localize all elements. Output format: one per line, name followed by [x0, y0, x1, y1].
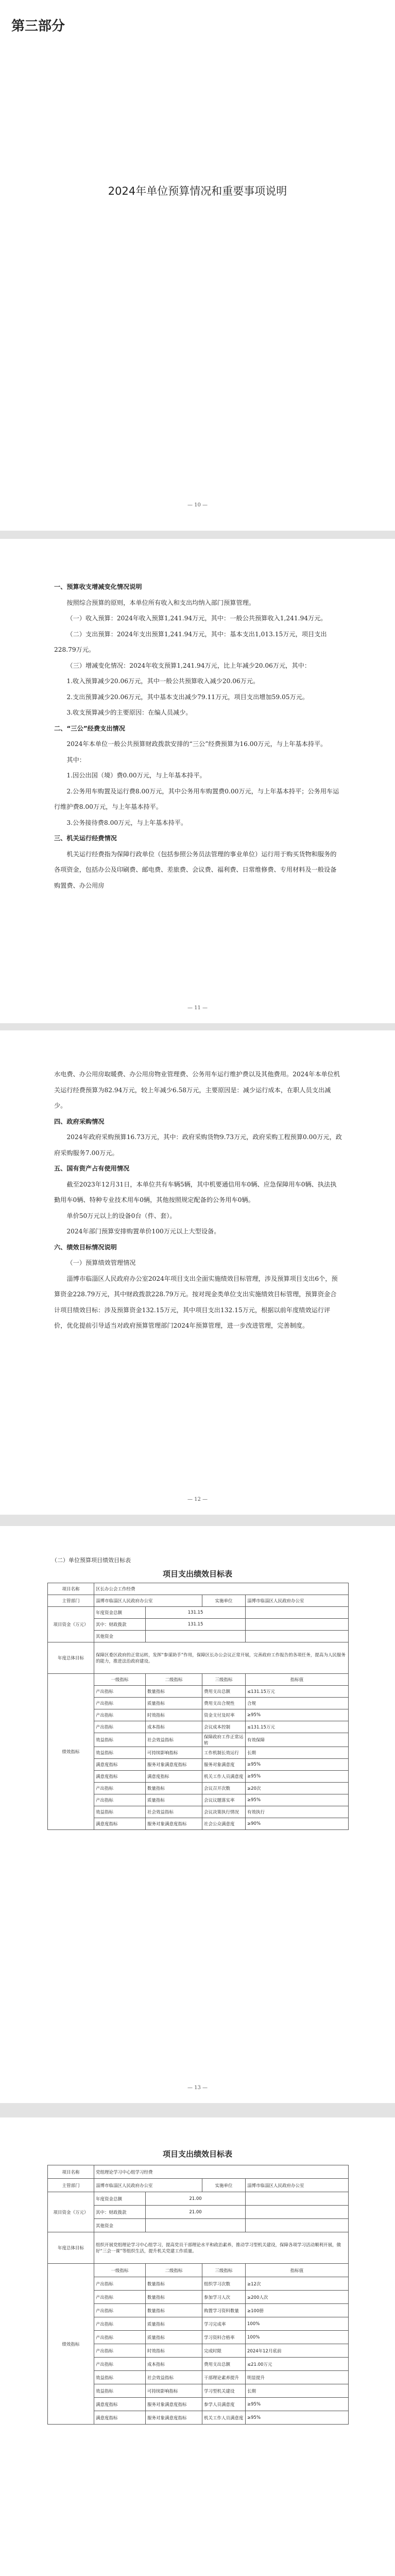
page-number: — 10 — — [187, 502, 208, 508]
level1-cell: 产出指标 — [94, 1721, 146, 1733]
section-heading: 六、绩效目标情况说明 — [54, 1243, 117, 1251]
level2-cell: 数量指标 — [146, 2304, 202, 2317]
level3-cell: 购置学习资料数量 — [202, 2304, 246, 2317]
level3-cell: 组织学习次数 — [202, 2277, 246, 2291]
body-paragraph: 3.收支预算减少的主要原因：在编人员减少。 — [66, 709, 192, 716]
level3-cell: 会议召开次数 — [202, 1783, 246, 1794]
body-paragraph: 2.公务用车购置及运行费8.00万元，其中公务用车购置费0.00万元，与上年基本持平；公务用车运行维护费8.00万元，与上年基本持平。 — [54, 787, 339, 810]
page-number: — 11 — — [187, 1005, 208, 1011]
indicator-value-cell: 明显提升 — [246, 2371, 349, 2384]
performance-table — [47, 1583, 349, 1830]
level1-cell: 产出指标 — [94, 2358, 146, 2371]
body-paragraph: 3.公务接待费8.00万元，与上年基本持平。 — [66, 819, 187, 826]
label-cell: 其中：财政拨款 — [94, 1619, 146, 1631]
body-paragraph: 截至2023年12月31日，本单位共有车辆5辆，其中机要通信用车0辆、应急保障用车0辆、执法执勤用车0辆、特种专业技术用车0辆，其他按照规定配备的公务用车0辆。 — [54, 1180, 337, 1204]
label-cell: 其他资金 — [94, 2219, 146, 2232]
empty-cell — [246, 2206, 349, 2219]
label-cell: 其他资金 — [94, 1631, 146, 1642]
body-paragraph: （三）增减变化情况：2024年收支预算1,241.94万元，比上年减少20.06万元，其中： — [66, 662, 311, 669]
level1-cell: 满意度指标 — [94, 2411, 146, 2425]
body-paragraph: 机关运行经费指为保障行政单位（包括参照公务员法管理的事业单位）运行用于购买货物和服务的各项资金，包括办公及印刷费、邮电费、差旅费、会议费、福利费、日常维修费、专用材料及一般设备购置费、办公用房 — [54, 850, 337, 889]
level3-cell: 学习资料合格率 — [202, 2331, 246, 2344]
document-title: 2024年单位预算情况和重要事项说明 — [108, 185, 287, 197]
level1-cell: 产出指标 — [94, 2317, 146, 2331]
value-cell: 131.15 — [146, 1619, 246, 1631]
header-cell: 指标值 — [246, 1674, 349, 1686]
level3-cell: 保障政府工作正常运转 — [202, 1733, 246, 1747]
project-name-cell: 区长办公会工作经费 — [94, 1583, 349, 1595]
section-heading: 五、国有资产占有使用情况 — [54, 1165, 130, 1172]
value-cell: 21.00 — [146, 2192, 246, 2206]
level1-cell: 满意度指标 — [94, 2398, 146, 2411]
level3-cell: 机关工作人员满意度 — [202, 2411, 246, 2425]
level2-cell: 社会效益指标 — [146, 1806, 202, 1818]
empty-cell — [246, 1631, 349, 1642]
header-cell: 一级指标 — [94, 2264, 146, 2277]
indicator-value-cell: 有效执行 — [246, 1806, 349, 1818]
level3-cell: 社会公众满意度 — [202, 1818, 246, 1830]
level3-cell: 资金支付及时率 — [202, 1709, 246, 1721]
level2-cell: 服务对象满意度指标 — [146, 1818, 202, 1830]
header-cell: 二级指标 — [146, 1674, 202, 1686]
label-cell: 主管部门 — [48, 1595, 94, 1607]
label-cell: 绩效指标 — [48, 2264, 94, 2425]
label-cell: 年度资金总额 — [94, 2192, 146, 2206]
level2-cell: 数量指标 — [146, 1686, 202, 1698]
level2-cell: 社会效益指标 — [146, 2371, 202, 2384]
level3-cell: 费用支出总额 — [202, 1686, 246, 1698]
label-cell: 年度总体目标 — [48, 1642, 94, 1674]
header-cell: 三级指标 — [202, 1674, 246, 1686]
level2-cell: 服务对象满意度指标 — [146, 2398, 202, 2411]
level2-cell: 质量指标 — [146, 1698, 202, 1709]
level1-cell: 满意度指标 — [94, 1771, 146, 1783]
project-name-cell: 党组理论学习中心组学习经费 — [94, 2165, 349, 2179]
indicator-value-cell: ≥95% — [246, 2398, 349, 2411]
performance-table — [47, 2165, 349, 2425]
value-cell: 21.00 — [146, 2206, 246, 2219]
level2-cell: 数量指标 — [146, 2277, 202, 2291]
level3-cell: 参加学习人次 — [202, 2291, 246, 2304]
level1-cell: 产出指标 — [94, 1709, 146, 1721]
page-performance-table-1 — [0, 1526, 395, 2103]
level1-cell: 产出指标 — [94, 2304, 146, 2317]
empty-cell — [246, 1607, 349, 1619]
indicator-value-cell: 有效保障 — [246, 1733, 349, 1747]
body-paragraph: （二）支出预算：2024年支出预算1,241.94万元，其中：基本支出1,013.15万元，项目支出228.79万元。 — [54, 630, 327, 653]
label-cell: 实施单位 — [202, 2179, 246, 2192]
level2-cell: 可持续影响指标 — [146, 1747, 202, 1759]
header-cell: 指标值 — [246, 2264, 349, 2277]
level3-cell: 学习型机关建设 — [202, 2384, 246, 2398]
indicator-value-cell: 合规 — [246, 1698, 349, 1709]
page-procurement-assets — [0, 1030, 395, 1515]
level2-cell: 数量指标 — [146, 2291, 202, 2304]
level3-cell: 会议议题落实率 — [202, 1794, 246, 1806]
page-body — [54, 1066, 342, 1334]
level3-cell: 服务对象满意度 — [202, 1759, 246, 1771]
level1-cell: 产出指标 — [94, 1686, 146, 1698]
level3-cell: 会议成本控制 — [202, 1721, 246, 1733]
level2-cell: 满意度指标 — [146, 1771, 202, 1783]
level1-cell: 满意度指标 — [94, 1759, 146, 1771]
empty-cell — [246, 2219, 349, 2232]
label-cell: 实施单位 — [202, 1595, 246, 1607]
indicator-value-cell: ≤131.15万元 — [246, 1721, 349, 1733]
body-paragraph: 单价50万元以上的设备0台（件、套）。 — [66, 1212, 176, 1219]
header-cell: 三级指标 — [202, 2264, 246, 2277]
body-paragraph: 1.收入预算减少20.06万元，其中一般公共预算收入减少20.06万元。 — [66, 677, 260, 685]
level1-cell: 产出指标 — [94, 1794, 146, 1806]
page-number: — 13 — — [187, 2085, 208, 2091]
indicator-value-cell: ≤21.00万元 — [246, 2358, 349, 2371]
body-paragraph: （一）预算绩效管理情况 — [66, 1259, 136, 1266]
value-cell — [146, 1631, 246, 1642]
indicator-value-cell: ≥90% — [246, 1818, 349, 1830]
label-cell: 项目名称 — [48, 2165, 94, 2179]
indicator-value-cell: ≥20次 — [246, 1783, 349, 1794]
empty-cell — [246, 1619, 349, 1631]
level2-cell: 成本指标 — [146, 2358, 202, 2371]
level3-cell: 工作机制长效运行 — [202, 1747, 246, 1759]
table-title: 项目支出绩效目标表 — [162, 2149, 232, 2159]
level2-cell: 成本指标 — [146, 1721, 202, 1733]
label-cell: 其中：财政拨款 — [94, 2206, 146, 2219]
page-body — [54, 579, 342, 893]
impl-cell: 淄博市临淄区人民政府办公室 — [246, 1595, 349, 1607]
label-cell: 年度总体目标 — [48, 2232, 94, 2264]
level1-cell: 效益指标 — [94, 2384, 146, 2398]
page-number: — 12 — — [187, 1497, 208, 1502]
goal-cell: 保障区委区政府的正常运转，发挥“参谋助手”作用，保障区长办公会议正常开展，完善政府工作报告的各项任务，提高为人民服务的能力，推进法治政府建设。 — [94, 1642, 349, 1674]
body-paragraph: 其中： — [66, 756, 85, 764]
level3-cell: 机关工作人员满意度 — [202, 1771, 246, 1783]
value-cell — [146, 2219, 246, 2232]
label-cell: 项目资金（万元） — [48, 1607, 94, 1642]
level2-cell: 服务对象满意度指标 — [146, 1759, 202, 1771]
table-caption: （二）单位预算项目绩效目标表 — [51, 1557, 131, 1564]
level1-cell: 产出指标 — [94, 2344, 146, 2358]
level2-cell: 社会效益指标 — [146, 1733, 202, 1747]
indicator-value-cell: 长期 — [246, 2384, 349, 2398]
level1-cell: 效益指标 — [94, 1806, 146, 1818]
label-cell: 年度资金总额 — [94, 1607, 146, 1619]
level2-cell: 质量指标 — [146, 1794, 202, 1806]
level2-cell: 质量指标 — [146, 2317, 202, 2331]
section-heading: 四、政府采购情况 — [54, 1117, 105, 1125]
level2-cell: 时效指标 — [146, 1709, 202, 1721]
section-heading: 一、预算收支增减变化情况说明 — [54, 583, 142, 590]
level1-cell: 产出指标 — [94, 2291, 146, 2304]
header-cell: 一级指标 — [94, 1674, 146, 1686]
level1-cell: 产出指标 — [94, 1698, 146, 1709]
indicator-value-cell: ≥95% — [246, 1709, 349, 1721]
level1-cell: 满意度指标 — [94, 1818, 146, 1830]
level2-cell: 质量指标 — [146, 2331, 202, 2344]
page-budget-changes — [0, 539, 395, 1023]
body-paragraph: 2024年政府采购预算16.73万元，其中：政府采购货物9.73万元，政府采购工程预算0.00万元，政府采购服务7.00万元。 — [54, 1133, 342, 1157]
indicator-value-cell: ≥95% — [246, 1794, 349, 1806]
body-paragraph: 水电费、办公用房取暖费、办公用房物业管理费、公务用车运行维护费以及其他费用。2024年本单位机关运行经费预算为82.94万元，较上年减少6.58万元，主要原因是：减少运行成本，在职人员支出减少。 — [54, 1071, 340, 1109]
indicator-value-cell: 100% — [246, 2317, 349, 2331]
label-cell: 项目名称 — [48, 1583, 94, 1595]
level2-cell: 可持续影响指标 — [146, 2384, 202, 2398]
body-paragraph: 2.支出预算减少20.06万元，其中基本支出减少79.11万元，项目支出增加59.05万元。 — [66, 693, 309, 701]
level2-cell: 时效指标 — [146, 2344, 202, 2358]
value-cell: 131.15 — [146, 1607, 246, 1619]
header-cell: 二级指标 — [146, 2264, 202, 2277]
level3-cell: 参学人员满意度 — [202, 2398, 246, 2411]
level1-cell: 产出指标 — [94, 2277, 146, 2291]
indicator-value-cell: ≥95% — [246, 1771, 349, 1783]
level2-cell: 数量指标 — [146, 1783, 202, 1794]
goal-cell: 组织开展党组理论学习中心组学习，提高党员干部理论水平和政治素养，推动学习型机关建设，保障各项学习活动顺利开展，做好“三会一课”等组织生活，提升机关党建工作质量。 — [94, 2232, 349, 2264]
section-heading: 二、“三公”经费支出情况 — [54, 724, 125, 732]
body-paragraph: 按照综合预算的原则，本单位所有收入和支出均纳入部门预算管理。 — [66, 599, 255, 606]
label-cell: 绩效指标 — [48, 1674, 94, 1830]
body-paragraph: 1.因公出国（境）费0.00万元，与上年基本持平。 — [66, 772, 206, 779]
level3-cell: 费用支出总额 — [202, 2358, 246, 2371]
indicator-value-cell: 100% — [246, 2331, 349, 2344]
part-heading: 第三部分 — [11, 19, 65, 34]
indicator-value-cell: ≥95% — [246, 1759, 349, 1771]
body-paragraph: 2024年部门预算安排购置单价100万元以上大型设备。 — [66, 1228, 220, 1235]
page-performance-table-2 — [0, 2117, 395, 2576]
label-cell: 项目资金（万元） — [48, 2192, 94, 2232]
dept-cell: 淄博市临淄区人民政府办公室 — [94, 1595, 202, 1607]
level3-cell: 费用支出合规性 — [202, 1698, 246, 1709]
page-cover — [0, 0, 395, 531]
level1-cell: 效益指标 — [94, 1733, 146, 1747]
level1-cell: 效益指标 — [94, 2371, 146, 2384]
indicator-value-cell: 2024年12月底前 — [246, 2344, 349, 2358]
body-paragraph: （一）收入预算：2024年收入预算1,241.94万元，其中：一般公共预算收入1,241.94万元。 — [66, 615, 327, 622]
level3-cell: 学习完成率 — [202, 2317, 246, 2331]
level2-cell: 服务对象满意度指标 — [146, 2411, 202, 2425]
table-title: 项目支出绩效目标表 — [162, 1569, 232, 1579]
indicator-value-cell: ≥100册 — [246, 2304, 349, 2317]
level1-cell: 效益指标 — [94, 1747, 146, 1759]
impl-cell: 淄博市临淄区人民政府办公室 — [246, 2179, 349, 2192]
indicator-value-cell: ≥12次 — [246, 2277, 349, 2291]
indicator-value-cell: 长期 — [246, 1747, 349, 1759]
body-paragraph: 2024年本单位一般公共预算财政拨款安排的“三公”经费预算为16.00万元，与上年基本持平。 — [66, 740, 327, 748]
body-paragraph: 淄博市临淄区人民政府办公室2024年项目支出全面实施绩效目标管理，涉及预算项目支出6个，预算资金228.79万元，其中财政拨款228.79万元。按对现金类单位支出实施绩效目标管理，预算资金合计项目绩效目标：涉及预算资金132.15万元，其中项目支出132.15万元，根据以前年度绩效运行评价，优化提前引导适当对政府预算管理部门2024年预算管理，进一步改进管理，完善制度。 — [54, 1275, 338, 1329]
level1-cell: 产出指标 — [94, 1783, 146, 1794]
level3-cell: 完成时限 — [202, 2344, 246, 2358]
empty-cell — [246, 2192, 349, 2206]
section-heading: 三、机关运行经费情况 — [54, 835, 117, 842]
indicator-value-cell: ≤131.15万元 — [246, 1686, 349, 1698]
dept-cell: 淄博市临淄区人民政府办公室 — [94, 2179, 202, 2192]
indicator-value-cell: ≥95% — [246, 2411, 349, 2425]
level1-cell: 产出指标 — [94, 2331, 146, 2344]
indicator-value-cell: ≥200人次 — [246, 2291, 349, 2304]
label-cell: 主管部门 — [48, 2179, 94, 2192]
level3-cell: 会议决策执行情况 — [202, 1806, 246, 1818]
level3-cell: 干部理论素养提升 — [202, 2371, 246, 2384]
